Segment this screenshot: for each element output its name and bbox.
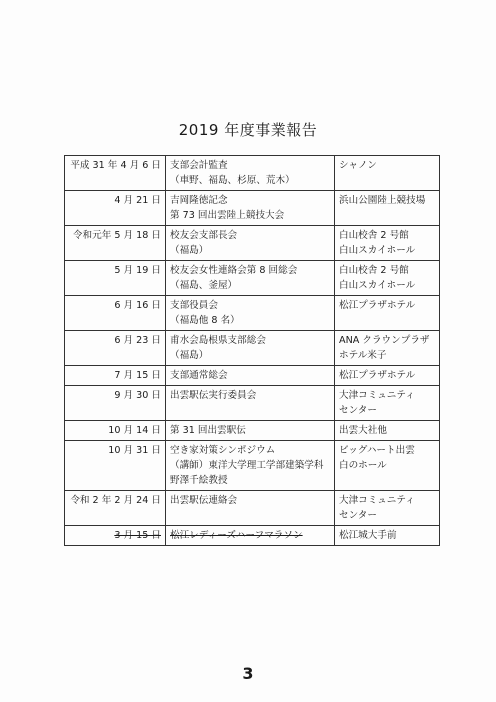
event-line: 支部通常総会 [170, 370, 228, 381]
table-row [65, 226, 440, 261]
event-line: （福島） [170, 350, 209, 361]
event-line: 出雲駅伝連絡会 [170, 495, 238, 506]
date-cell: 4 月 21 日 [65, 191, 166, 226]
venue-line: 白のホール [339, 460, 387, 471]
venue-line: 白山スカイホール [339, 280, 416, 291]
event-line: 野澤千絵教授 [170, 475, 228, 486]
event-cell [166, 296, 335, 331]
date-cell: 平成 31 年 4 月 6 日 [65, 156, 166, 191]
event-cell [166, 491, 335, 526]
event-cell [166, 156, 335, 191]
event-line: （福島他 8 名） [170, 315, 240, 326]
venue-cell [335, 296, 440, 331]
event-line: （講師）東洋大学理工学部建築学科 [170, 460, 324, 471]
table-row [65, 421, 440, 441]
venue-line: 出雲大社他 [339, 425, 387, 436]
event-cell [166, 526, 335, 546]
event-cell [166, 441, 335, 491]
date-cell: 7 月 15 日 [65, 366, 166, 386]
venue-cell [335, 421, 440, 441]
venue-line: シャノン [339, 160, 377, 171]
venue-cell [335, 261, 440, 296]
table-row [65, 191, 440, 226]
table-row [65, 156, 440, 191]
table-row [65, 441, 440, 491]
event-line: （福島、釜屋） [170, 280, 238, 291]
venue-cell [335, 386, 440, 421]
venue-line: 大津コミュニティ [339, 390, 415, 401]
venue-cell [335, 491, 440, 526]
date-cell: 6 月 23 日 [65, 331, 166, 366]
event-cell [166, 386, 335, 421]
venue-line: 松江プラザホテル [339, 370, 416, 381]
event-line: 校友会支部長会 [170, 230, 238, 241]
table-row [65, 331, 440, 366]
event-line: 空き家対策シンポジウム [170, 445, 276, 456]
venue-line: センター [339, 405, 377, 416]
event-cell [166, 261, 335, 296]
event-line: （福島） [170, 245, 209, 256]
event-cell [166, 331, 335, 366]
table-row [65, 296, 440, 331]
event-cell [166, 191, 335, 226]
venue-line: センター [339, 510, 377, 521]
event-cell [166, 366, 335, 386]
venue-cell [335, 156, 440, 191]
venue-line: ビッグハート出雲 [339, 445, 415, 456]
event-line: 支部会計監査 [170, 160, 228, 171]
event-line: 支部役員会 [170, 300, 218, 311]
venue-cell [335, 331, 440, 366]
event-cell [166, 226, 335, 261]
venue-cell [335, 526, 440, 546]
page-number: 3 [242, 664, 254, 683]
event-line: 甫水会島根県支部総会 [170, 335, 266, 346]
table-row [65, 366, 440, 386]
venue-cell [335, 441, 440, 491]
venue-line: 大津コミュニティ [339, 495, 415, 506]
venue-line: 浜山公園陸上競技場 [339, 195, 426, 206]
venue-cell [335, 366, 440, 386]
event-line: 第 73 回出雲陸上競技大会 [170, 210, 285, 221]
date-cell: 6 月 16 日 [65, 296, 166, 331]
event-line: 出雲駅伝実行委員会 [170, 390, 257, 401]
report-table-body [65, 156, 440, 546]
date-cell: 5 月 19 日 [65, 261, 166, 296]
venue-line: ANA クラウンプラザ [339, 335, 430, 346]
venue-cell [335, 226, 440, 261]
venue-line: 松江城大手前 [339, 530, 397, 541]
venue-cell [335, 191, 440, 226]
date-cell: 令和元年 5 月 18 日 [65, 226, 166, 261]
event-line: 松江レディーズハーフマラソン [170, 530, 303, 541]
date-cell: 10 月 31 日 [65, 441, 166, 491]
venue-line: 松江プラザホテル [339, 300, 416, 311]
event-line: 校友会女性連絡会第 8 回総会 [170, 265, 298, 276]
table-row [65, 491, 440, 526]
venue-line: 白山校舎 2 号館 [339, 230, 409, 241]
event-line: 吉岡隆徳記念 [170, 195, 228, 206]
activity-report-table [64, 155, 440, 546]
venue-line: 白山校舎 2 号館 [339, 265, 409, 276]
event-cell [166, 421, 335, 441]
page-title: 2019 年度事業報告 [178, 121, 318, 139]
table-row [65, 386, 440, 421]
date-cell: 9 月 30 日 [65, 386, 166, 421]
date-cell: 3 月 15 日 [65, 526, 166, 546]
date-cell: 10 月 14 日 [65, 421, 166, 441]
date-cell: 令和 2 年 2 月 24 日 [65, 491, 166, 526]
event-line: 第 31 回出雲駅伝 [170, 425, 246, 436]
venue-line: 白山スカイホール [339, 245, 416, 256]
table-row [65, 261, 440, 296]
table-row [65, 526, 440, 546]
venue-line: ホテル米子 [339, 350, 387, 361]
event-line: （車野、福島、杉原、荒木） [170, 175, 295, 186]
